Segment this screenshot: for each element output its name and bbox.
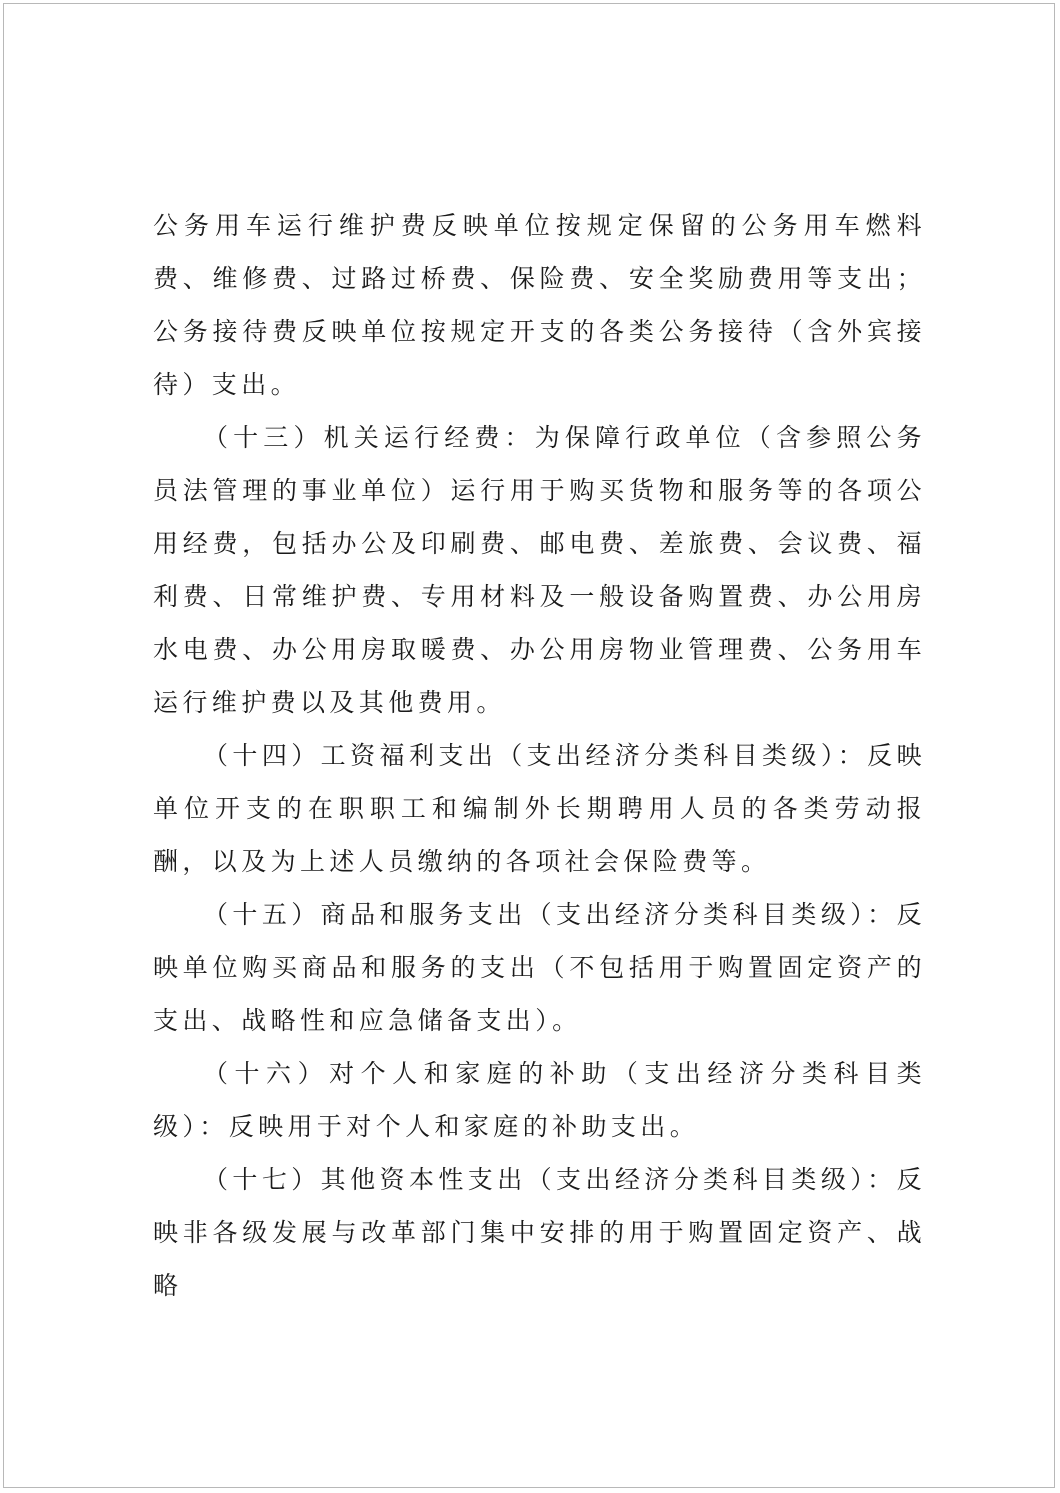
- paragraph-14-wage-welfare: （十四）工资福利支出（支出经济分类科目类级）：反映单位开支的在职职工和编制外长期聘用人员的各类劳动报酬，以及为上述人员缴纳的各项社会保险费等。: [153, 741, 926, 876]
- document-page: [3, 3, 1055, 1488]
- page-body: [153, 199, 926, 1312]
- paragraph-13-office-operation-funds: （十三）机关运行经费：为保障行政单位（含参照公务员法管理的事业单位）运行用于购买货物和服务等的各项公用经费，包括办公及印刷费、邮电费、差旅费、会议费、福利费、日常维护费、专用材料及一般设备购置费、办公用房水电费、办公用房取暖费、办公用房物业管理费、公务用车运行维护费以及其他费用。: [153, 423, 926, 717]
- paragraph-15-goods-services: （十五）商品和服务支出（支出经济分类科目类级）：反映单位购买商品和服务的支出（不包括用于购置固定资产的支出、战略性和应急储备支出）。: [153, 900, 926, 1035]
- paragraph-16-individual-family-subsidy: （十六）对个人和家庭的补助（支出经济分类科目类级）：反映用于对个人和家庭的补助支出。: [153, 1059, 926, 1141]
- paragraph-17-other-capital: （十七）其他资本性支出（支出经济分类科目类级）：反映非各级发展与改革部门集中安排的用于购置固定资产、战略: [153, 1165, 926, 1300]
- paragraph-vehicle-reception: 公务用车运行维护费反映单位按规定保留的公务用车燃料费、维修费、过路过桥费、保险费、安全奖励费用等支出；公务接待费反映单位按规定开支的各类公务接待（含外宾接待）支出。: [153, 211, 926, 399]
